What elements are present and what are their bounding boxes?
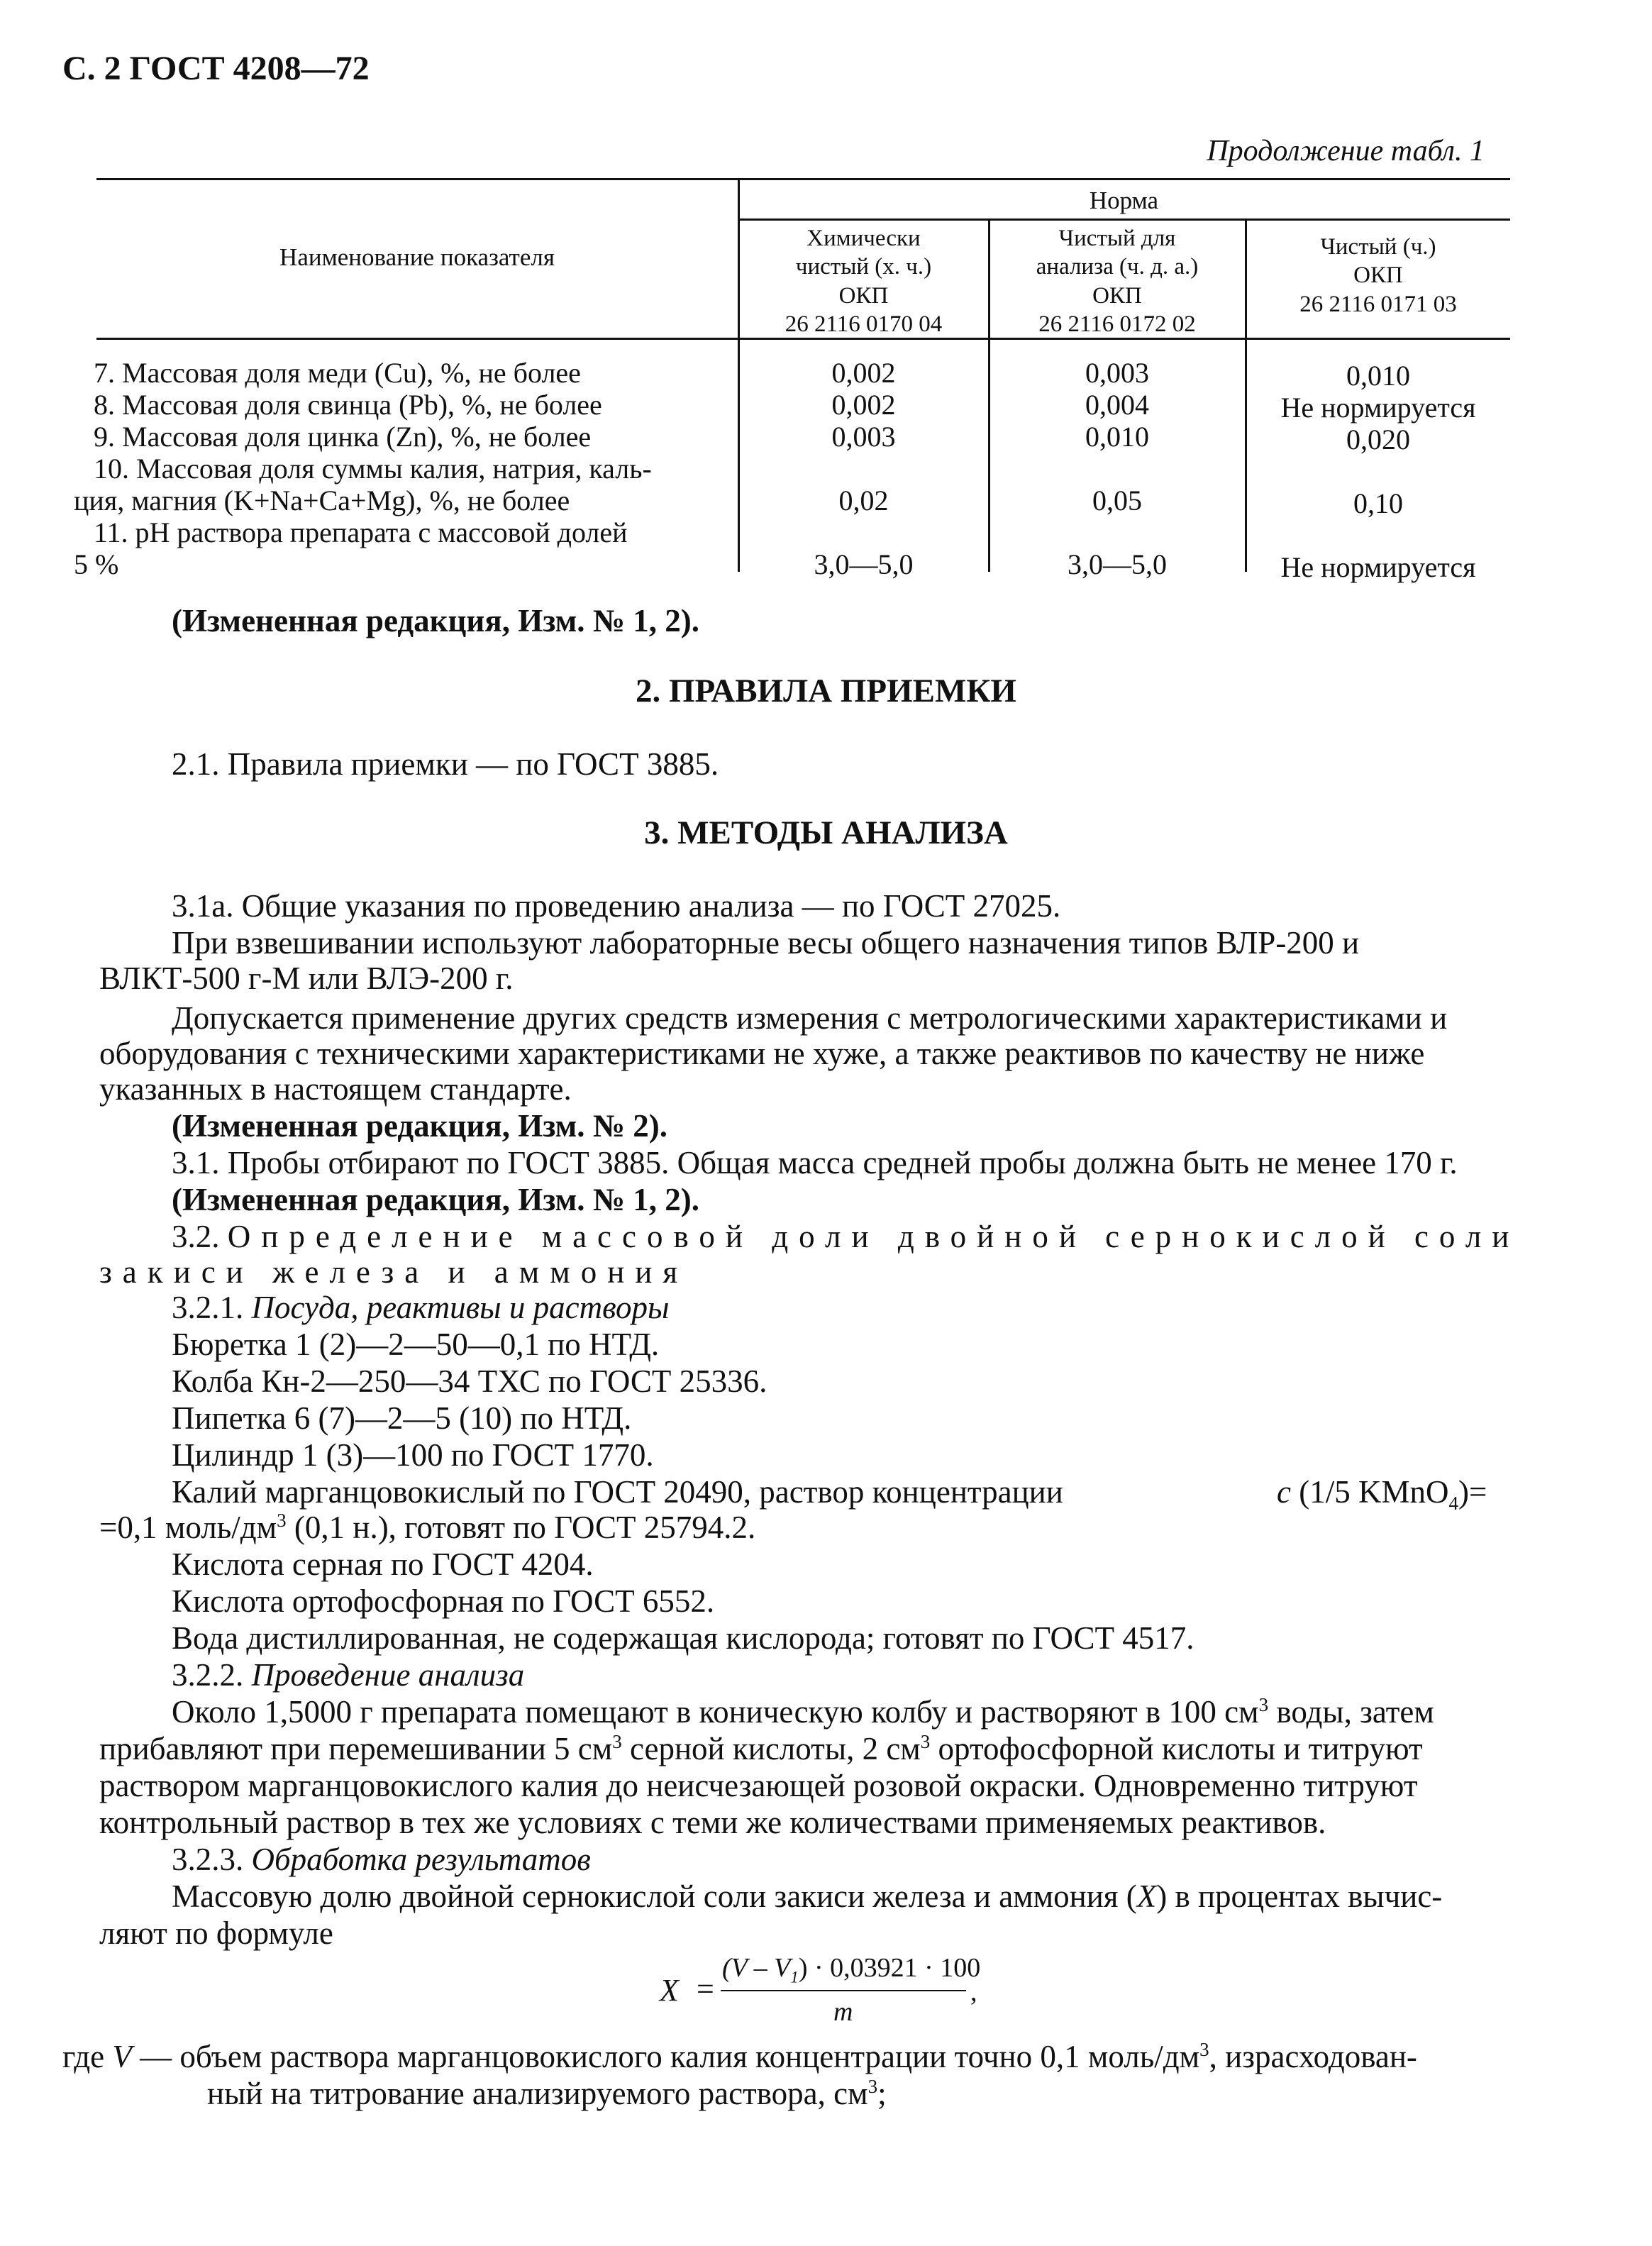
paragraph-3-2-1-heading	[172, 1288, 670, 1327]
amendment-note: (Измененная редакция, Изм. № 2).	[172, 1108, 668, 1144]
kmno4-end: )=	[1458, 1474, 1487, 1510]
list-item-kmno4	[172, 1473, 1063, 1511]
procedure-line2	[99, 1730, 1423, 1768]
where-v: V	[112, 2039, 132, 2074]
paragraph-3-2-3-heading	[172, 1840, 591, 1879]
table-cell: 0,002	[831, 389, 896, 421]
kmno4-l2sup: 3	[277, 1510, 287, 1531]
table-cell: 0,010	[1346, 360, 1410, 392]
table-cell: 0,002	[831, 357, 896, 389]
grade-line: 26 2116 0171 03	[1299, 291, 1457, 317]
table-top-rule	[96, 178, 1510, 180]
table-cell: 0,02	[838, 485, 889, 516]
table-cell: 0,004	[1085, 389, 1149, 421]
kmno4-c: c	[1277, 1474, 1291, 1510]
paragraph-3-2-2-heading	[172, 1656, 524, 1694]
paragraph-allow-line3: указанных в настоящем стандарте.	[99, 1071, 572, 1107]
proc-text: ортофосфорной кислоты и титруют	[930, 1731, 1423, 1766]
kmno4-l2b: (0,1 н.), готовят по ГОСТ 25794.2.	[286, 1510, 756, 1545]
table-cell: 0,020	[1346, 424, 1410, 455]
procedure-line3: раствором марганцовокислого калия до неисчезающей розовой окраски. Одновременно титруют	[99, 1768, 1418, 1803]
clause-number: 3.2.1.	[172, 1290, 244, 1325]
amendment-note: (Измененная редакция, Изм. № 1, 2).	[172, 1182, 700, 1217]
table-row-name-cont: ция, магния (K+Na+Ca+Mg), %, не более	[74, 485, 570, 516]
list-item: Кислота ортофосфорная по ГОСТ 6552.	[172, 1583, 715, 1619]
where-text: , израсходован-	[1209, 2039, 1417, 2074]
kmno4-l2a: =0,1 моль/дм	[99, 1510, 277, 1545]
formula-num-sub: 1	[790, 1968, 799, 1986]
where-text: где	[62, 2039, 113, 2074]
paragraph-weighing-line2: ВЛКТ-500 г-М или ВЛЭ-200 г.	[99, 961, 514, 996]
formula-fraction-bar	[721, 1990, 966, 1991]
where-text: — объем раствора марганцовокислого калия концентрации точно 0,1 моль/дм	[131, 2039, 1200, 2074]
table-cell: 0,003	[1085, 357, 1149, 389]
grade-line: 26 2116 0172 02	[1038, 311, 1196, 337]
clause-number: 3.2.3.	[172, 1842, 244, 1877]
sup: 3	[612, 1731, 622, 1752]
paragraph-allow-line1: Допускается применение других средств измерения с метрологическими характеристиками и	[172, 1000, 1448, 1036]
procedure-line4: контрольный раствор в тех же условиях с теми же количествами применяемых реактивов.	[99, 1805, 1326, 1840]
grade-line: чистый (х. ч.)	[795, 254, 932, 280]
list-item: Колба Кн-2—250—34 ТХС по ГОСТ 25336.	[172, 1363, 767, 1399]
table-cell: Не нормируется	[1280, 392, 1476, 424]
grade-line: ОКП	[838, 282, 889, 309]
norm-rule	[738, 218, 1510, 221]
clause-title: Проведение анализа	[251, 1657, 525, 1693]
list-item: Бюретка 1 (2)—2—50—0,1 по НТД.	[172, 1327, 660, 1362]
kmno4-sub: 4	[1448, 1493, 1458, 1514]
table-row-name: 7. Массовая доля меди (Cu), %, не более	[94, 357, 581, 389]
grade-header-ch	[1246, 233, 1510, 319]
clause-title-spaced: Определение массовой доли двойной сернокислой соли	[227, 1219, 1520, 1254]
grade-line: Чистый для	[1058, 226, 1176, 251]
col-name-header: Наименование показателя	[279, 243, 555, 271]
clause-title: Посуда, реактивы и растворы	[251, 1290, 670, 1325]
table-row-name-cont: 5 %	[74, 548, 119, 580]
sup: 3	[1258, 1694, 1269, 1715]
paragraph-3-1: 3.1. Пробы отбирают по ГОСТ 3885. Общая масса средней пробы должна быть не менее 170 г.	[172, 1145, 1458, 1180]
formula-num-b: ) · 0,03921 · 100	[798, 1953, 981, 1983]
where-text: ;	[877, 2076, 887, 2111]
grade-line: Химически	[806, 226, 921, 251]
formula-lhs: X	[660, 1973, 679, 2008]
table-continued-caption: Продолжение табл. 1	[1207, 135, 1485, 167]
formula-eq: =	[697, 1971, 714, 2006]
table-cell: 0,05	[1092, 485, 1142, 516]
procedure-line1	[172, 1693, 1434, 1731]
table-row-name: 11. pH раствора препарата с массовой долей	[94, 516, 628, 548]
paragraph-weighing-line1: При взвешивании используют лабораторные весы общего назначения типов ВЛР-200 и	[172, 925, 1360, 961]
sup: 3	[1199, 2039, 1209, 2060]
proc-text: воды, затем	[1268, 1694, 1434, 1730]
paragraph-3-1a: 3.1а. Общие указания по проведению анализа — по ГОСТ 27025.	[172, 888, 1061, 924]
paragraph-2-1: 2.1. Правила приемки — по ГОСТ 3885.	[172, 746, 719, 782]
grade-line: Чистый (ч.)	[1320, 234, 1436, 260]
paragraph-3-2-heading	[172, 1217, 1519, 1256]
kmno4-frac: (1/5 KMnO	[1299, 1474, 1449, 1510]
grade-line: ОКП	[1092, 282, 1142, 309]
table-cell: 3,0—5,0	[814, 548, 914, 580]
table-cell: 0,10	[1353, 487, 1403, 519]
formula-numerator	[722, 1952, 980, 1985]
proc-text: серной кислоты, 2 см	[621, 1731, 921, 1766]
clause-title-spaced-cont: закиси железа и аммония	[99, 1254, 689, 1290]
section-3-title: 3. МЕТОДЫ АНАЛИЗА	[644, 814, 1008, 851]
clause-title: Обработка результатов	[251, 1842, 591, 1877]
table-row-name: 8. Массовая доля свинца (Pb), %, не более	[94, 389, 602, 421]
kmno4-line2	[99, 1508, 755, 1547]
list-item: Кислота серная по ГОСТ 4204.	[172, 1547, 594, 1582]
grade-header-xch	[739, 224, 988, 338]
kmno4-text: Калий марганцовокислый по ГОСТ 20490, раствор концентрации	[172, 1474, 1063, 1510]
clause-number: 3.2.2.	[172, 1657, 244, 1693]
paragraph-allow-line2: оборудования с техническими характеристиками не хуже, а также реактивов по качеству не ниже	[99, 1036, 1425, 1071]
grade-line: анализа (ч. д. а.)	[1036, 254, 1199, 280]
table-row-name: 9. Массовая доля цинка (Zn), %, не более	[94, 421, 592, 453]
amendment-note: (Измененная редакция, Изм. № 1, 2).	[172, 603, 700, 638]
table-cell: 3,0—5,0	[1068, 548, 1167, 580]
table-row-name: 10. Массовая доля суммы калия, натрия, каль-	[94, 453, 652, 485]
where-text: ный на титрование анализируемого раствора, см	[207, 2076, 868, 2111]
proc-text: прибавляют при перемешивании 5 см	[99, 1731, 613, 1766]
formula-comma: ,	[970, 1977, 977, 2007]
grade-header-chda	[989, 224, 1245, 338]
calc-line1	[172, 1877, 1442, 1915]
sup: 3	[920, 1731, 931, 1752]
kmno4-concentration	[1277, 1473, 1487, 1514]
list-item: Цилиндр 1 (3)—100 по ГОСТ 1770.	[172, 1437, 654, 1473]
list-item: Вода дистиллированная, не содержащая кислорода; готовят по ГОСТ 4517.	[172, 1620, 1194, 1656]
norm-header: Норма	[1089, 187, 1159, 214]
calc-x: X	[1136, 1879, 1157, 1914]
proc-text: Около 1,5000 г препарата помещают в коническую колбу и растворяют в 100 см	[172, 1694, 1259, 1730]
calc-line2: ляют по формуле	[99, 1915, 333, 1951]
sup: 3	[867, 2076, 878, 2097]
section-2-title: 2. ПРАВИЛА ПРИЕМКИ	[636, 673, 1016, 709]
formula-num-a: (V – V	[722, 1953, 791, 1983]
list-item: Пипетка 6 (7)—2—5 (10) по НТД.	[172, 1400, 632, 1436]
table-cell: 0,003	[831, 421, 896, 453]
grade-line: ОКП	[1353, 262, 1403, 289]
clause-number: 3.2.	[172, 1219, 220, 1254]
where-line2	[207, 2074, 887, 2113]
where-line1	[62, 2037, 1417, 2076]
grade-line: 26 2116 0170 04	[785, 311, 943, 337]
page-header: С. 2 ГОСТ 4208—72	[62, 50, 370, 87]
formula-denominator: m	[833, 1997, 853, 2027]
calc-text: Массовую долю двойной сернокислой соли закиси железа и аммония (	[172, 1879, 1137, 1914]
table-cell: Не нормируется	[1280, 551, 1476, 583]
calc-text: ) в процентах вычис-	[1156, 1879, 1443, 1914]
table-cell: 0,010	[1085, 421, 1149, 453]
